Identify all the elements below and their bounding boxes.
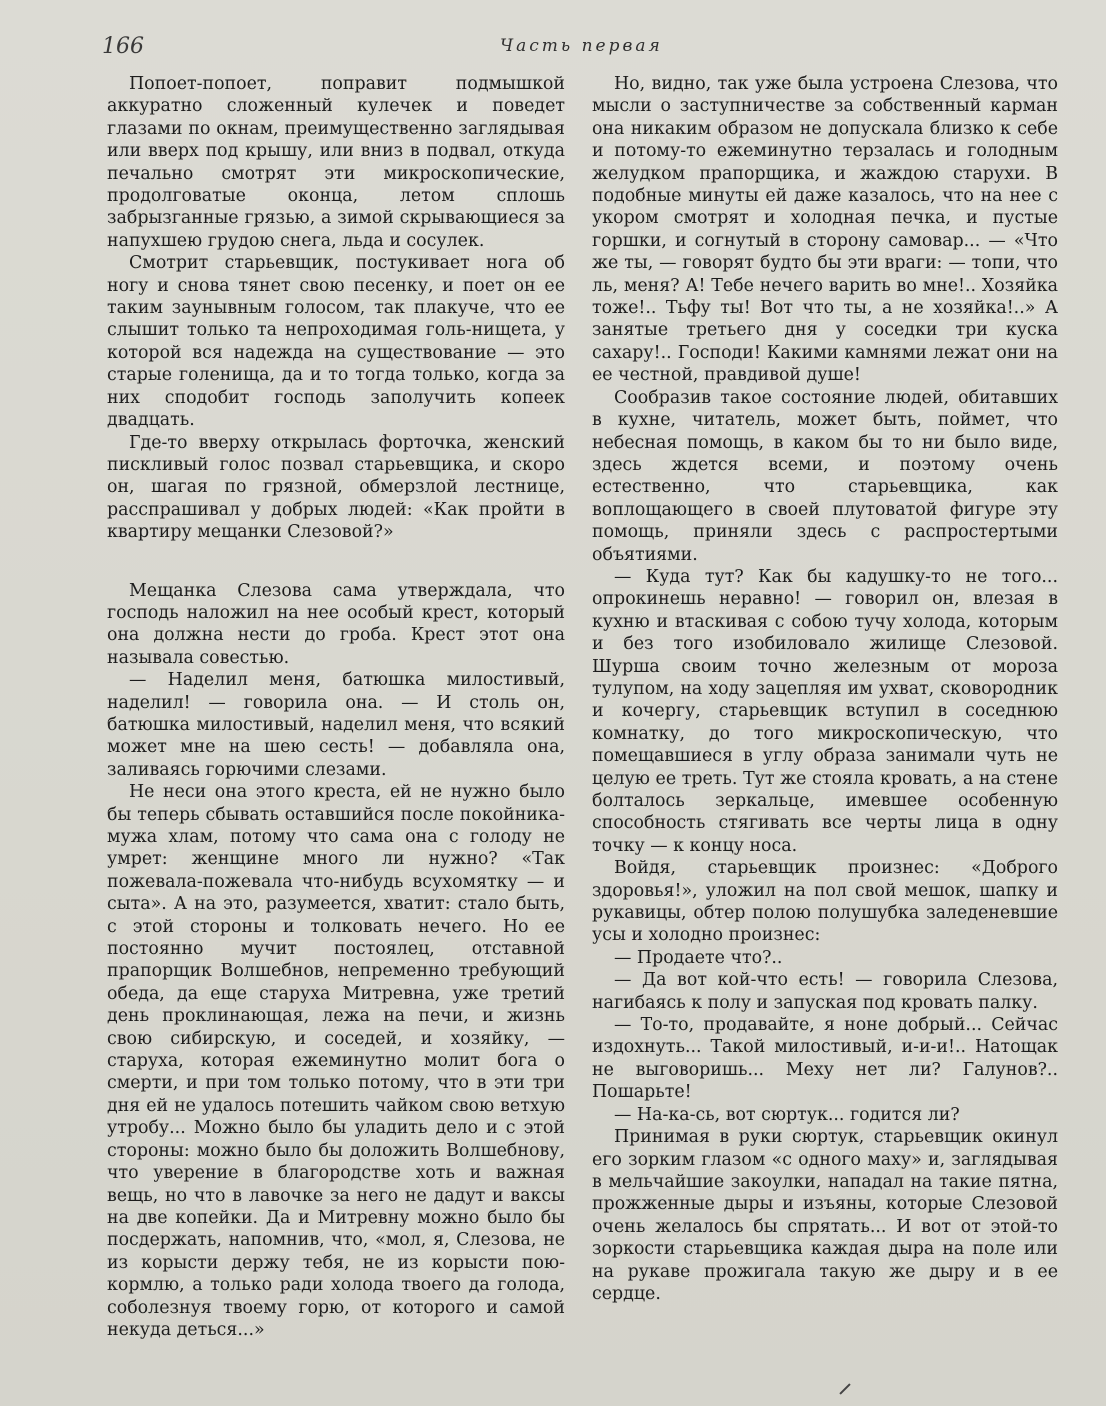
paragraph: — На-ка-сь, вот сюртук... годится ли?	[614, 1104, 960, 1125]
paragraph: Смотрит старьевщик, постукивает нога об ногу и снова тянет свою песенку, и поет он ее таким заунывным голосом, так плакуче, что ее слышит только та непроходимая голь-нищета, у которой вся надежда на существование — это старые голенища, да и то тогда только, когда за них сподобит господь заполучить копеек двадцать.	[107, 253, 565, 431]
paragraph: — Куда тут? Как бы кадушку-то не того... опрокинешь неравно! — говорил он, влезая в кухню и втаскивая с собою тучу холода, которым и без того изобиловало жилище Слезовой. Шурша своим точно железным от мороза тулупом, на ходу зацепляя им ухват, сковородник и кочергу, старьевщик вступил в соседнюю комнатку, до того микроскопическую, что помещавшиеся в углу образа занимали чуть не целую ее треть. Тут же стояла кровать, а на стене болталось зеркальце, имевшее особенную способность стягивать все черты лица в одну точку — к концу носа.	[592, 566, 1058, 856]
paragraph: Принимая в руки сюртук, старьевщик окинул его зорким глазом «с одного маху» и, заглядывая в мельчайшие закоулки, нападал на такие пятна, прожженные дыры и изъяны, которые Слезовой очень желалось бы спрятать... И вот от этой-то зоркости старьевщика каждая дыра на поле или на рукаве прожигала такую же дыру и в ее сердце.	[592, 1127, 1058, 1304]
left-column	[107, 73, 565, 1341]
page-number: 166	[102, 34, 144, 59]
paragraph: Мещанка Слезова сама утверждала, что господь наложил на нее особый крест, который она должна нести до гроба. Крест этот она называла совестью.	[107, 580, 565, 668]
right-column	[592, 73, 1058, 1305]
paragraph: — Продаете что?..	[614, 947, 783, 968]
paragraph: — То-то, продавайте, я ноне добрый... Сейчас издохнуть... Такой милостивый, и-и-и!.. Натощак не выговоришь... Меху нет ли? Галунов?.. Пошарьте!	[592, 1015, 1058, 1103]
paragraph: Сообразив такое состояние людей, обитавших в кухне, читатель, может быть, поймет, что небесная помощь, в каком бы то ни было виде, здесь ждется всеми, и поэтому очень естественно, что старьевщика, как воплощающего в своей плутоватой фигуре эту помощь, приняли здесь с распростертыми объятиями.	[592, 387, 1058, 565]
paragraph: Где-то вверху открылась форточка, женский пискливый голос позвал старьевщика, и скоро он, шагая по грязной, обмерзлой лестнице, расспрашивал у добрых людей: «Как пройти в квартиру мещанки Слезовой?»	[107, 432, 565, 543]
paragraph: Но, видно, так уже была устроена Слезова, что мысли о заступничестве за собственный карман она никаким образом не допускала близко к себе и потому-то ежеминутно терзалась и голодным желудком прапорщика, и жаждою старухи. В подобные минуты ей даже казалось, что на нее с укором смотрят и холодная печка, и пустые горшки, и согнутый в сторону самовар... — «Что же ты, — говорят будто бы эти враги: — топи, что ль, меня? А! Тебе нечего варить во мне!.. Хозяйка тоже!.. Тьфу ты! Вот что ты, а не хозяйка!..» А занятые третьего дня у соседки три куска сахару!.. Господи! Какими камнями лежат они на ее честной, правдивой душе!	[592, 74, 1058, 386]
paragraph: Войдя, старьевщик произнес: «Доброго здоровья!», уложил на пол свой мешок, шапку и рукавицы, обтер полою полушубка заледеневшие усы и холодно произнес:	[592, 858, 1058, 946]
paragraph: Не неси она этого креста, ей не нужно было бы теперь сбывать оставшийся после покойника-мужа хлам, потому что сама она с голоду не умрет: женщине много ли нужно? «Так пожевала-пожевала что-нибудь всухомятку — и сыта». А на это, разумеется, хватит: стало быть, с этой стороны и толковать нечего. Но ее постоянно мучит постоялец, отставной прапорщик Волшебнов, непременно требующий обеда, да еще старуха Митревна, уже третий день проклинающая, лежа на печи, и жизнь свою сибирскую, и соседей, и хозяйку, — старуха, которая ежеминутно молит бога о смерти, и при том только потому, что в эти три дня ей не удалось потешить чайком свою ветхую утробу... Можно было бы уладить дело и с этой стороны: можно было бы доложить Волшебнову, что уверение в благородстве хоть и важная вещь, но что в лавочке за него не дадут и ваксы на две копейки. Да и Митревну можно было бы посдержать, напомнив, что, «мол, я, Слезова, не из корысти держу тебя, не из корысти пою-кормлю, а только ради холода твоего да голода, соболезнуя твоему горю, от которого и самой некуда деться...»	[107, 782, 565, 1340]
paragraph: — Да вот кой-что есть! — говорила Слезова, нагибаясь к полу и запуская под кровать палку.	[592, 970, 1058, 1013]
running-title: Часть первая	[500, 36, 663, 56]
paragraph: — Наделил меня, батюшка милостивый, наделил! — говорила она. — И столь он, батюшка милостивый, наделил меня, что всякий может мне на шею сесть! — добавляла она, заливаясь горючими слезами.	[107, 670, 565, 780]
scan-mark	[839, 1383, 850, 1394]
paragraph: Попоет-попоет, поправит подмышкой аккуратно сложенный кулечек и поведет глазами по окнам, преимущественно заглядывая или вверх под крышу, или вниз в подвал, откуда печально смотрят эти микроскопические, продолговатые оконца, летом сплошь забрызганные грязью, а зимой скрывающиеся за напухшею грудою снега, льда и сосулек.	[107, 74, 565, 251]
page-header	[0, 30, 1106, 64]
